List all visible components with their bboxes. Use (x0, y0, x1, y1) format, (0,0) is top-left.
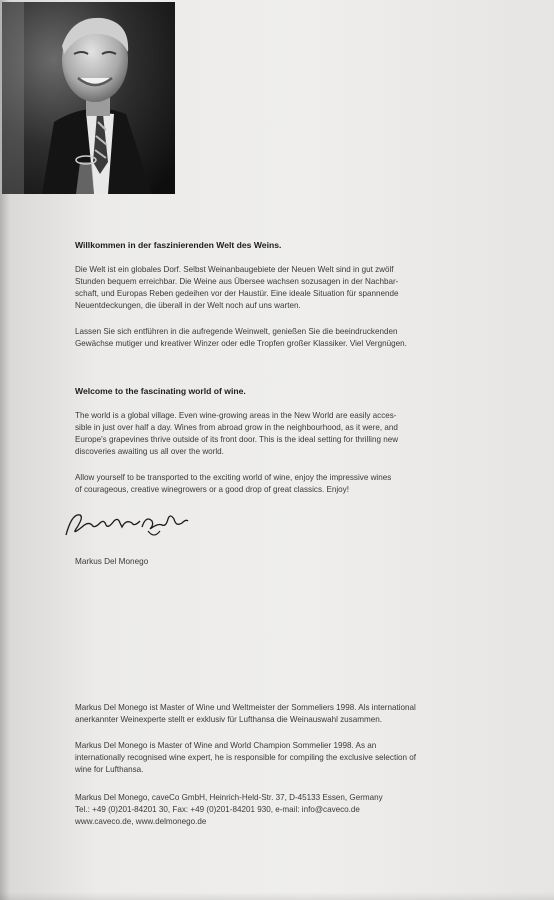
german-p1-line-1: Die Welt ist ein globales Dorf. Selbst Weinanbaugebiete der Neuen Welt sind in gut zwölf (75, 265, 394, 274)
german-welcome-section (75, 240, 470, 250)
bio-en-line-1: Markus Del Monego is Master of Wine and World Champion Sommelier 1998. As an (75, 741, 377, 750)
bio-de-line-2: anerkannter Weinexperte stellt er exklusiv für Lufthansa die Weinauswahl zusammen. (75, 715, 382, 725)
english-p2-line-2: of courageous, creative winegrowers or a good drop of great classics. Enjoy! (75, 485, 349, 495)
english-heading: Welcome to the fascinating world of wine. (75, 386, 246, 396)
german-paragraph-2 (75, 326, 470, 350)
english-p2-line-1: Allow yourself to be transported to the exciting world of wine, enjoy the impressive wines (75, 473, 392, 482)
german-paragraph-1 (75, 264, 470, 312)
english-p1-line-3: Europe's grapevines thrive outside of its front door. This is the ideal setting for thrilling new (75, 435, 399, 445)
bio-de-line-1: Markus Del Monego ist Master of Wine und Weltmeister der Sommeliers 1998. Als international (75, 703, 416, 712)
bio-english (75, 740, 470, 776)
contact-line-2: Tel.: +49 (0)201-84201 30, Fax: +49 (0)201-84201 930, e-mail: info@caveco.de (75, 805, 360, 815)
handwritten-signature (62, 505, 192, 541)
english-welcome-section (75, 386, 470, 396)
page-bottom-edge (0, 892, 554, 900)
english-paragraph-2 (75, 472, 470, 496)
german-p1-line-3: schaft, und Europas Reben gedeihen vor der Haustür. Eine ideale Situation für spannende (75, 289, 399, 299)
german-p2-line-2: Gewächse mutiger und kreativer Winzer oder edle Tropfen großer Klassiker. Viel Vergnügen. (75, 339, 407, 349)
contact-line-3: www.caveco.de, www.delmonego.de (75, 817, 207, 827)
contact-line-1: Markus Del Monego, caveCo GmbH, Heinrich-Held-Str. 37, D-45133 Essen, Germany (75, 793, 383, 802)
german-p1-line-2: Stunden bequem erreichbar. Die Weine aus Übersee wachsen sozusagen in der Nachbar- (75, 277, 399, 287)
german-p2-line-1: Lassen Sie sich entführen in die aufregende Weinwelt, genießen Sie die beeindruckenden (75, 327, 398, 336)
bio-en-line-2: internationally recognised wine expert, he is responsible for compiling the exclusive selection of (75, 753, 417, 763)
signer-name: Markus Del Monego (75, 557, 149, 566)
bio-en-line-3: wine for Lufthansa. (75, 765, 144, 775)
portrait-photo (2, 2, 175, 194)
english-p1-line-2: sible in just over half a day. Wines from abroad grow in the neighbourhood, as it were, and (75, 423, 398, 433)
german-heading: Willkommen in der faszinierenden Welt des Weins. (75, 240, 282, 250)
english-p1-line-4: discoveries awaiting us all over the world. (75, 447, 224, 457)
bio-german (75, 702, 470, 726)
german-p1-line-4: Neuentdeckungen, die überall in der Welt noch auf uns warten. (75, 301, 301, 311)
contact-info (75, 792, 470, 828)
english-p1-line-1: The world is a global village. Even wine-growing areas in the New World are easily acces- (75, 411, 397, 420)
english-paragraph-1 (75, 410, 470, 458)
